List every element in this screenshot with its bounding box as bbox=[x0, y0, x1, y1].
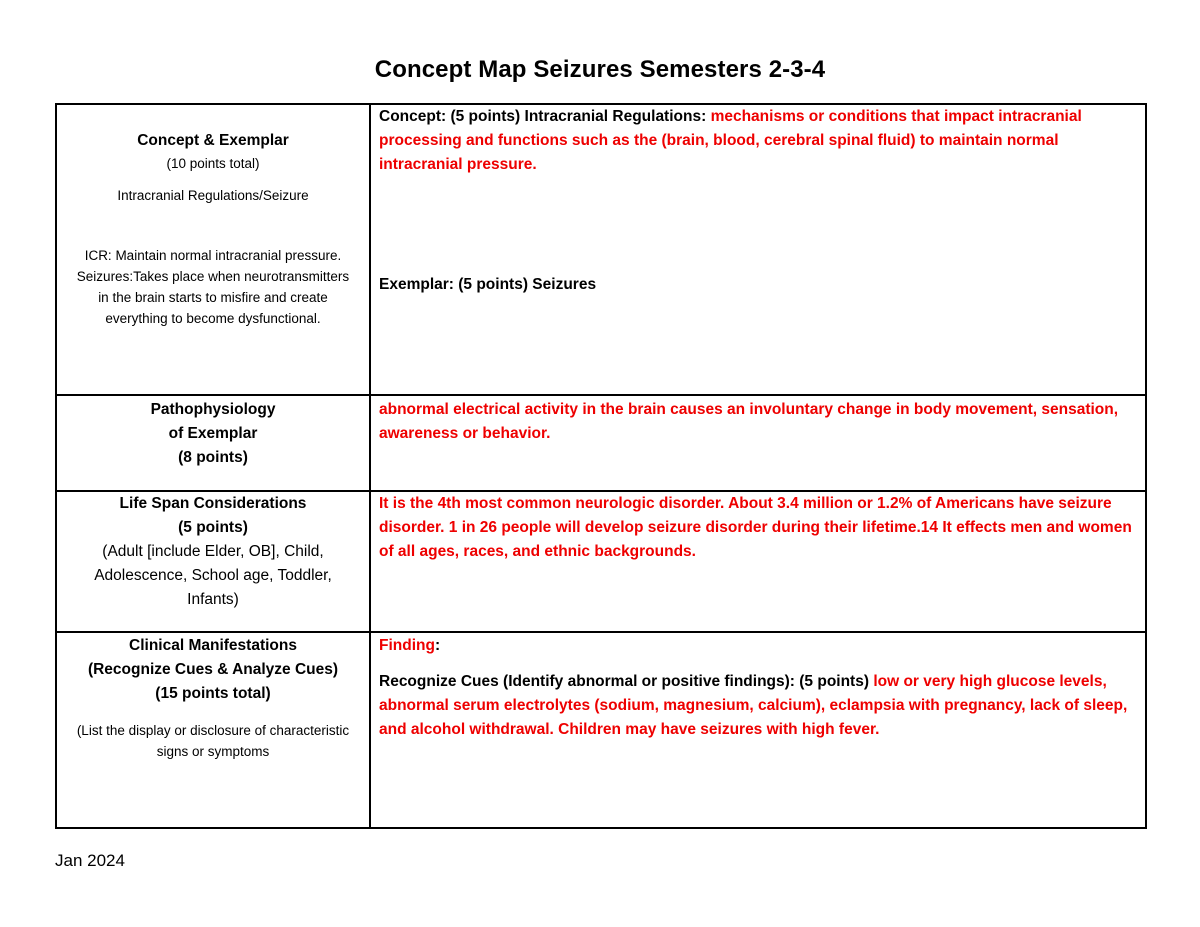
patho-line-2: of Exemplar bbox=[168, 425, 258, 442]
concept-text: mechanisms or conditions that impact intracranial processing and functions such as the (brain, blood, cerebral spinal fluid) to maintain normal intracranial pressure. bbox=[379, 108, 1082, 173]
finding-line bbox=[379, 633, 1137, 658]
finding-label: Finding bbox=[379, 637, 435, 654]
lifespan-line-4: Adolescence, School age, Toddler, bbox=[94, 567, 332, 584]
concept-label: Concept: (5 points) Intracranial Regulations: bbox=[379, 108, 707, 125]
clinical-line-2: (Recognize Cues & Analyze Cues) bbox=[87, 661, 339, 678]
concept-definition bbox=[379, 105, 1137, 177]
lifespan-line-3: (Adult [include Elder, OB], Child, bbox=[102, 543, 324, 560]
clinical-left-cell bbox=[56, 632, 370, 828]
concept-points: (10 points total) bbox=[166, 156, 260, 171]
lifespan-text: It is the 4th most common neurologic disorder. About 3.4 million or 1.2% of Americans have seizure disorder. 1 in 26 people will develop seizure disorder during their lifetime.14 It effects men and women of all ages, races, and ethnic backgrounds. bbox=[379, 495, 1132, 560]
table-row-concept bbox=[56, 104, 1146, 395]
finding-colon: : bbox=[434, 637, 441, 654]
patho-right-cell bbox=[370, 395, 1146, 491]
concept-topic: Intracranial Regulations/Seizure bbox=[117, 188, 309, 203]
table-row-pathophysiology bbox=[56, 395, 1146, 491]
clinical-right-cell bbox=[370, 632, 1146, 828]
concept-left-cell bbox=[56, 104, 370, 395]
exemplar-label: Exemplar: (5 points) Seizures bbox=[379, 276, 597, 293]
recognize-cues bbox=[379, 670, 1137, 742]
concept-right-cell bbox=[370, 104, 1146, 395]
lifespan-line-2: (5 points) bbox=[178, 519, 248, 536]
patho-line-3: (8 points) bbox=[178, 449, 248, 466]
recognize-label: Recognize Cues (Identify abnormal or positive findings): (5 points) bbox=[379, 673, 870, 690]
concept-map-table bbox=[55, 103, 1147, 829]
concept-desc-line-4: everything to become dysfunctional. bbox=[105, 311, 321, 326]
lifespan-line-1: Life Span Considerations bbox=[119, 495, 307, 512]
patho-left-cell bbox=[56, 395, 370, 491]
clinical-line-1: Clinical Manifestations bbox=[129, 637, 297, 654]
concept-desc-line-3: in the brain starts to misfire and create bbox=[98, 290, 328, 305]
lifespan-line-5: Infants) bbox=[187, 591, 239, 608]
page-title: Concept Map Seizures Semesters 2-3-4 bbox=[374, 56, 826, 83]
lifespan-left-cell bbox=[56, 491, 370, 632]
patho-text: abnormal electrical activity in the brain causes an involuntary change in body movement, sensation, awareness or behavior. bbox=[379, 401, 1119, 442]
table-row-life-span bbox=[56, 491, 1146, 632]
patho-line-1: Pathophysiology bbox=[150, 401, 276, 418]
clinical-note-line-1: (List the display or disclosure of characteristic bbox=[76, 723, 350, 738]
recognize-text: low or very high glucose levels, abnormal serum electrolytes (sodium, magnesium, calcium), eclampsia with pregnancy, lack of sleep, and alcohol withdrawal. Children may have seizures with high fever. bbox=[379, 673, 1128, 738]
footer-date: Jan 2024 bbox=[55, 851, 125, 870]
concept-desc-line-1: ICR: Maintain normal intracranial pressure. bbox=[84, 248, 342, 263]
clinical-note-line-2: signs or symptoms bbox=[156, 744, 270, 759]
clinical-line-3: (15 points total) bbox=[155, 685, 271, 702]
lifespan-right-cell bbox=[370, 491, 1146, 632]
table-row-clinical bbox=[56, 632, 1146, 828]
concept-heading: Concept & Exemplar bbox=[137, 132, 289, 149]
concept-desc-line-2: Seizures:Takes place when neurotransmitters bbox=[76, 269, 350, 284]
